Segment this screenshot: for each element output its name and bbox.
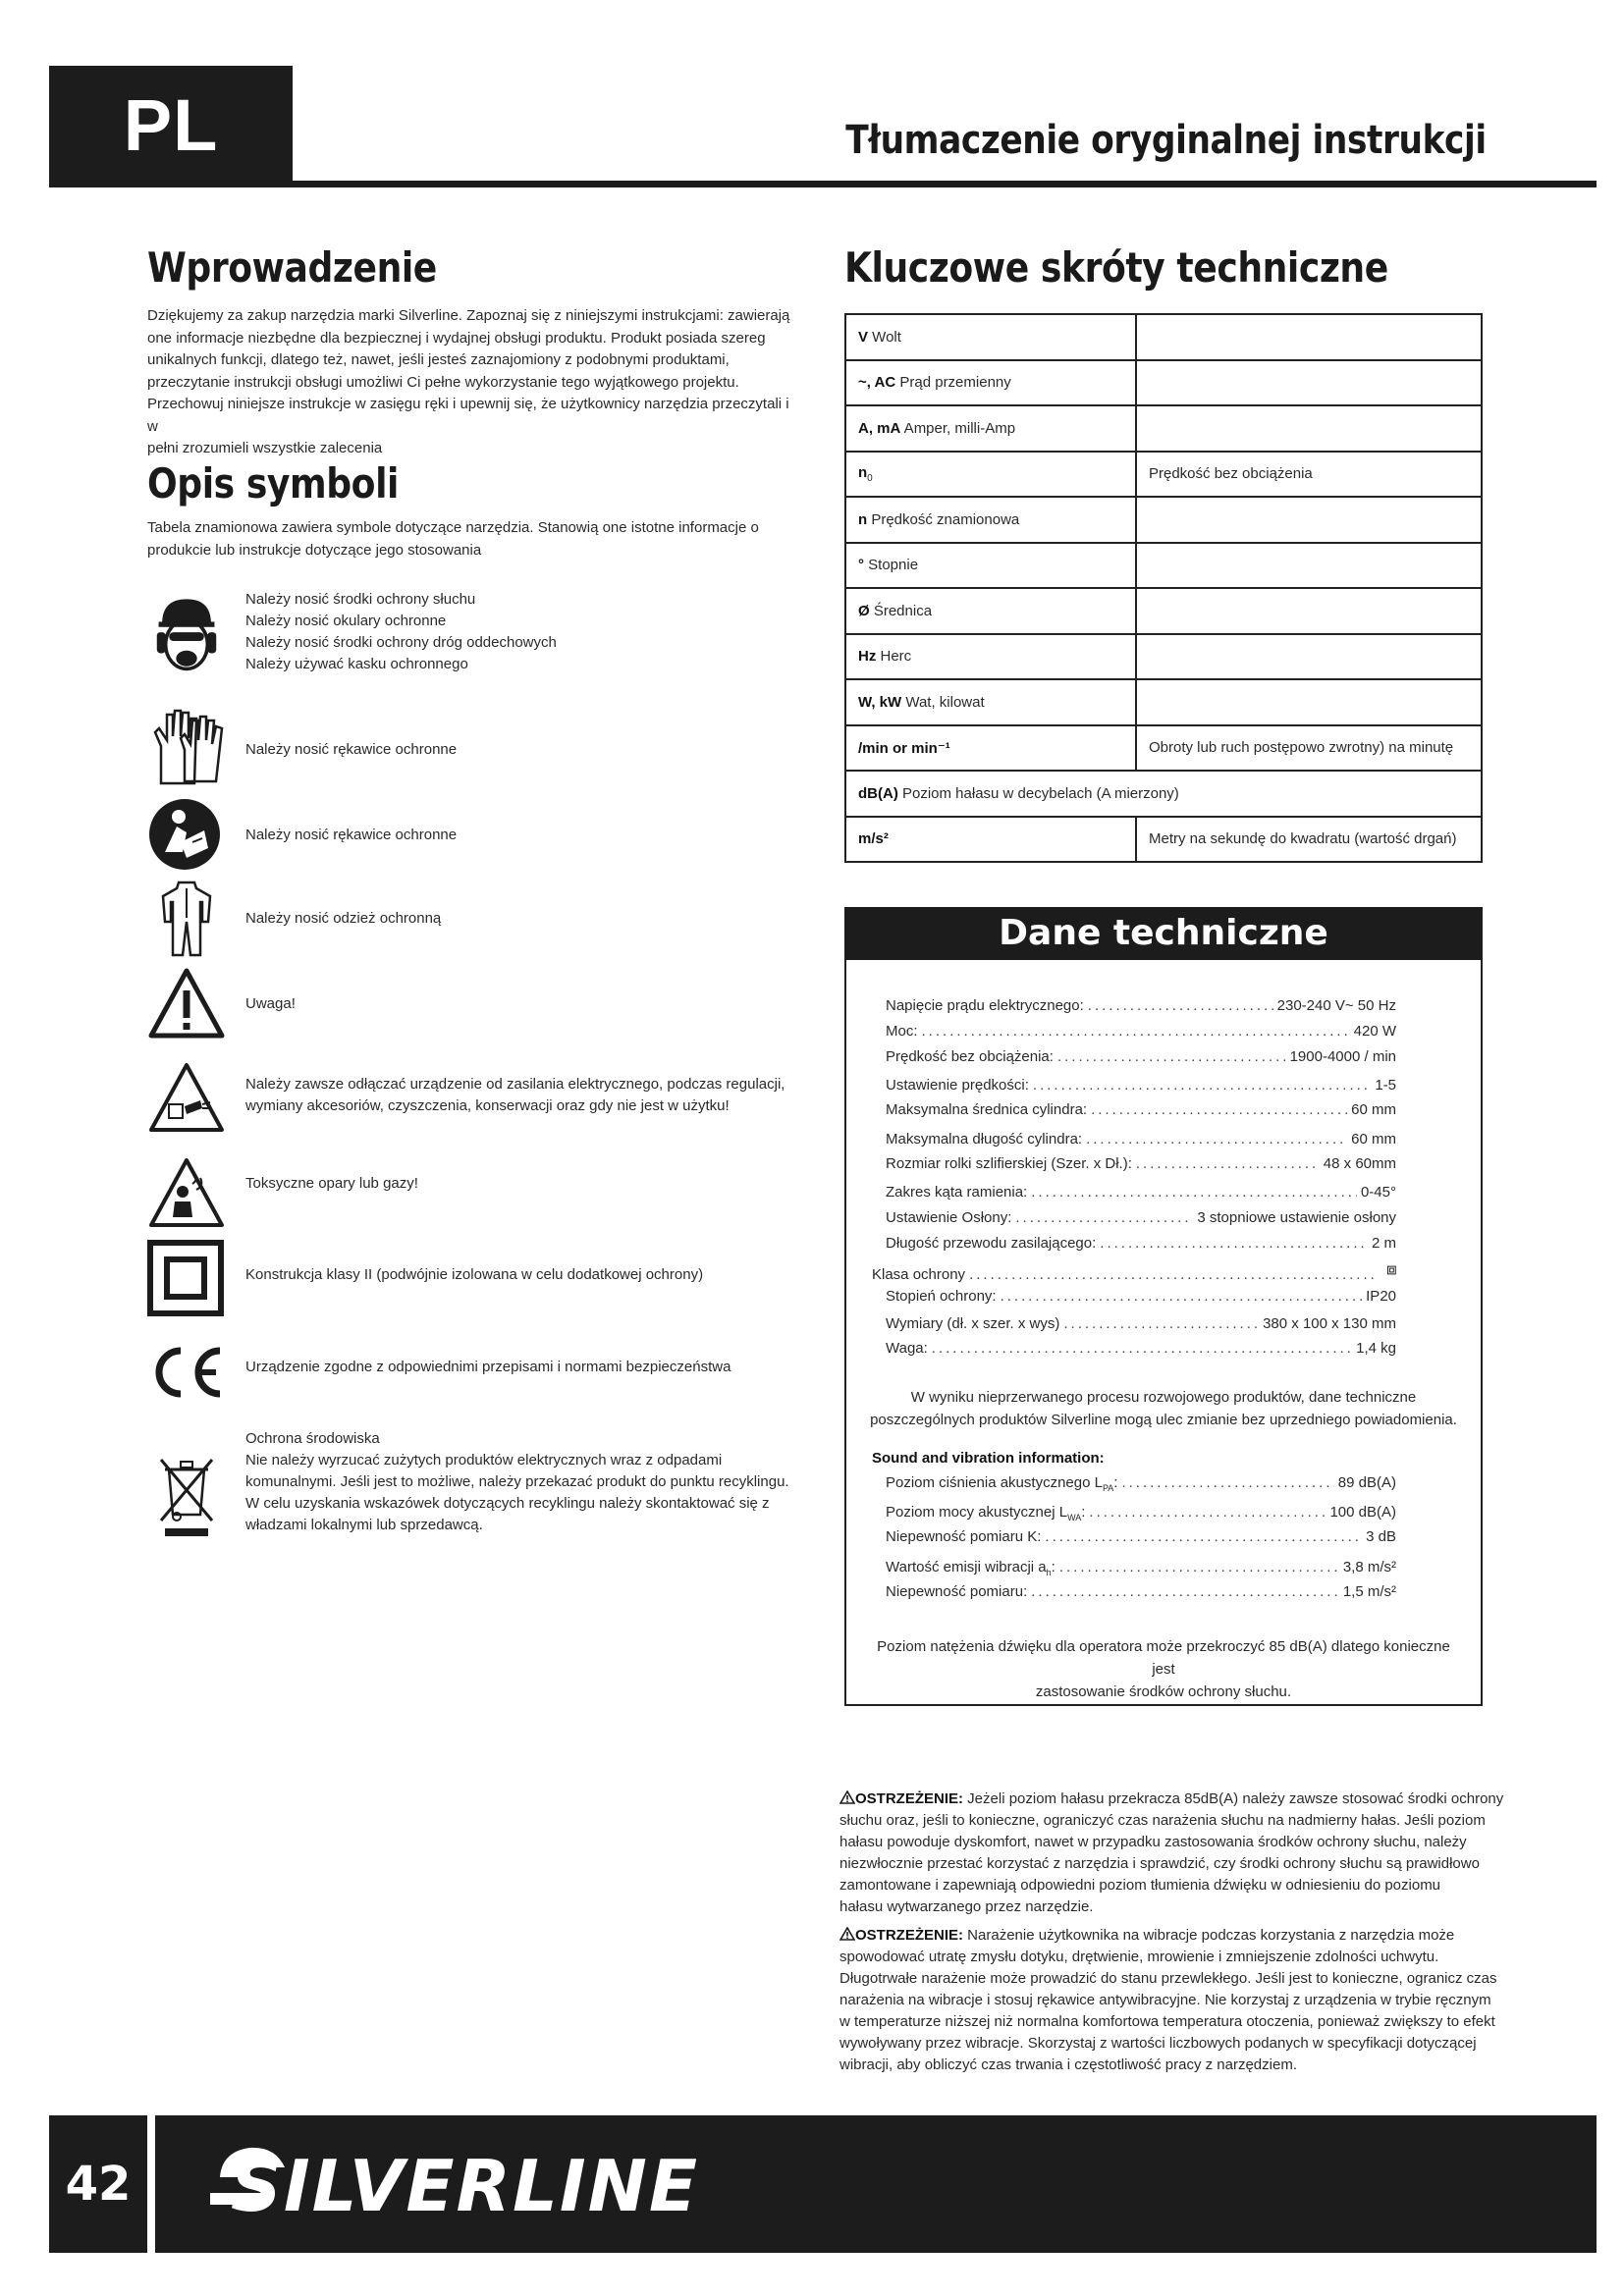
symbol-row-ppe [147,589,795,687]
spec-row: Zakres kąta ramienia: ..... 0-45° [886,1184,1396,1207]
intro-heading: Wprowadzenie [147,243,437,292]
spec-row: Ustawienie prędkości: ..... 1-5 [886,1077,1396,1100]
table-row: Hz Herc [845,634,1482,680]
table-row: V Wolt [845,314,1482,360]
spec-row: Stopień ochrony: ..... IP20 [886,1288,1396,1311]
symbol-text: Należy nosić odzież ochronną [245,910,442,927]
symbol-row-class-ii [147,1240,795,1318]
warning-vibration: OSTRZEŻENIE: Narażenie użytkownika na wibracje podczas korzystania z narzędzia może spowodować utratę zmysłu dotyku, drętwienie, mrowienie i zmniejszenie zdolności uchwytu. Długotrwałe narażenie może prowadzić do stanu przewlekłego. Jeśli jest to konieczne, ogranicz czas narażenia na wibracje i stosuj rękawice antywibracyjne. Nie korzystaj z urządzenia w trybie ręcznym w temperaturze niższej niż normalna komfortowa temperatura otoczenia, ponieważ zwiększy to efekt wywoływany przez wibracje. Skorzystaj z wartości liczbowych podanych w specyfikacji dotyczącej wibracji, aby obliczyć czas trwania i częstotliwość pracy z narzędziem. [839,1927,1497,2073]
page-title: Tłumaczenie oryginalnej instrukcji [845,118,1487,163]
spec-row: Długość przewodu zasilającego: ..... 2 m [886,1235,1396,1258]
table-row: A, mA Amper, milli-Amp [845,405,1482,452]
sound-row: Wartość emisji wibracji $a_h$: ..... 3,8 m/s² [886,1559,1396,1582]
symbol-row-gloves [147,707,795,785]
table-row: W, kW Wat, kilowat [845,679,1482,725]
spec-row: Ustawienie Osłony: ..... 3 stopniowe ustawienie osłony [886,1209,1396,1233]
tech-data-heading: Dane techniczne [844,907,1483,960]
warning-icon [147,964,226,1042]
table-row: Ø Średnica [845,588,1482,634]
table-row: $n_0$ Prędkość bez obciążenia [845,452,1482,498]
language-badge: PL [49,66,293,186]
spec-row: Prędkość bez obciążenia: ..... 1900-4000 / min [886,1048,1396,1072]
warning-small-icon [839,1790,855,1804]
warning-noise: OSTRZEŻENIE: Jeżeli poziom hałasu przekracza 85dB(A) należy zawsze stosować środki ochrony słuchu oraz, jeśli to konieczne, ograniczyć czas narażenia słuchu na nadmierny hałas. Jeśli poziom hałasu powoduje dyskomfort, nawet w przypadku zastosowania środków ochrony słuchu, należy niezwłocznie przestać korzystać z narzędzia i sprawdzić, czy środki ochrony słuchu są prawidłowo zamontowane i zapewniają odpowiedni poziom tłumienia dźwięku w odniesieniu do poziomu hałasu wytwarzanego przez narzędzie. [839,1790,1504,1915]
brand-logo: SILVERLINE [231,2145,700,2227]
symbol-text: Należy nosić rękawice ochronne [245,827,458,843]
abbr-heading: Kluczowe skróty techniczne [844,243,1388,292]
symbol-text: Należy nosić środki ochrony słuchu Należy nosić okulary ochronne Należy nosić środki ochrony dróg oddechowych Należy używać kasku ochronnego [245,591,557,672]
table-row: /min or min⁻¹ Obroty lub ruch postępowo zwrotny) na minutę [845,725,1482,772]
tech-final-note: Poziom natężenia dźwięku dla operatora może przekroczyć 85 dB(A) dlatego konieczne jest zastosowanie środków ochrony słuchu. [877,1638,1450,1700]
header-rule [49,181,1597,187]
symbol-row-weee [147,1428,795,1546]
sound-row: Niepewność pomiaru K: ..... 3 dB [886,1528,1396,1552]
ce-mark-icon [147,1343,226,1402]
abbr-table [844,313,1483,863]
symbol-text: Uwaga! [245,995,296,1012]
symbol-row-unplug [147,1058,795,1137]
table-row: ° Stopnie [845,543,1482,589]
intro-text: Dziękujemy za zakup narzędzia marki Silverline. Zapoznaj się z niniejszymi instrukcjami: zawierają one informacje niezbędne dla bezpiecznej i wydajnej obsługi produktu. Produkt posiada szereg unikalnych funkcji, dlatego też, nawet, jeśli jesteś zaznajomiony z podobnymi produktami, przeczytanie instrukcji obsługi umożliwi Ci pełne wykorzystanie tego wyjątkowego projektu. Przechowuj niniejsze instrukcje w zasięgu ręki i upewnij się, że użytkownicy narzędzia przeczytali i w pełni zrozumieli wszystkie zalecenia [147,307,790,456]
spec-row: Wymiary (dł. x szer. x wys) ..... 380 x 100 x 130 mm [886,1315,1396,1339]
sound-row: Niepewność pomiaru: ..... 1,5 m/s² [886,1583,1396,1607]
symbols-heading: Opis symboli [147,459,399,507]
read-manual-icon [147,797,222,872]
table-row: ~, AC Prąd przemienny [845,360,1482,406]
symbol-row-ce [147,1343,795,1402]
symbol-text: Ochrona środowiska Nie należy wyrzucać zużytych produktów elektrycznych wraz z odpadami komunalnymi. Jeśli jest to możliwe, należy przekazać produkt do punktu recyklingu. W celu uzyskania wskazówek dotyczących recyklingu należy skontaktować się z władzami lokalnymi lub sprzedawcą. [245,1430,789,1533]
symbol-row-clothing [147,879,795,957]
table-row: dB(A) Poziom hałasu w decybelach (A mierzony) [845,771,1482,817]
class-ii-icon [147,1240,224,1316]
symbol-row-toxic [147,1153,795,1232]
symbol-row-warning [147,964,795,1042]
symbol-row-manual [147,797,795,872]
class-ii-small-icon [1387,1261,1396,1279]
warning-small-icon [839,1927,855,1941]
tech-note: W wyniku nieprzerwanego procesu rozwojowego produktów, dane techniczne poszczególnych produktów Silverline mogą ulec zmianie bez uprzedniego powiadomienia. [870,1389,1457,1428]
symbols-intro: Tabela znamionowa zawiera symbole dotyczące narzędzia. Stanowią one istotne informacje o produkcie lub instrukcje dotyczące jego stosowania [147,519,759,559]
spec-row: Waga: ..... 1,4 kg [886,1340,1396,1363]
ppe-head-icon [147,594,226,672]
table-row: n Prędkość znamionowa [845,497,1482,543]
symbol-text: Konstrukcja klasy II (podwójnie izolowana w celu dodatkowej ochrony) [245,1266,704,1283]
sound-row: Poziom ciśnienia akustycznego $L_{PA}$: ..... 89 dB(A) [886,1474,1396,1498]
sound-heading: Sound and vibration information: [872,1450,1105,1467]
spec-row: Maksymalna średnica cylindra: ..... 60 mm [886,1101,1396,1125]
toxic-fumes-icon [147,1153,226,1232]
page-number: 42 [65,2157,132,2212]
symbol-text: Należy nosić rękawice ochronne [245,741,458,758]
gloves-icon [147,707,226,785]
symbol-text: Urządzenie zgodne z odpowiednimi przepisami i normami bezpieczeństwa [245,1359,731,1375]
weee-bin-icon [157,1456,216,1538]
spec-row: Klasa ochrony ..... [872,1261,1396,1285]
spec-row: Maksymalna długość cylindra: ..... 60 mm [886,1131,1396,1154]
unplug-warning-icon [147,1058,226,1137]
sound-row: Poziom mocy akustycznej $L_{WA}$: ..... 100 dB(A) [886,1504,1396,1527]
symbol-text: Należy zawsze odłączać urządzenie od zasilania elektrycznego, podczas regulacji, wymiany akcesoriów, czyszczenia, konserwacji oraz gdy nie jest w użytku! [245,1076,785,1114]
table-row: m/s² Metry na sekundę do kwadratu (wartość drgań) [845,817,1482,863]
symbol-text: Toksyczne opary lub gazy! [245,1175,418,1192]
spec-row: Rozmiar rolki szlifierskiej (Szer. x Dł.): ..... 48 x 60mm [886,1155,1396,1179]
spec-row: Moc: ..... 420 W [886,1023,1396,1046]
protective-clothing-icon [159,879,214,957]
spec-row: Napięcie prądu elektrycznego: ..... 230-240 V~ 50 Hz [886,997,1396,1021]
